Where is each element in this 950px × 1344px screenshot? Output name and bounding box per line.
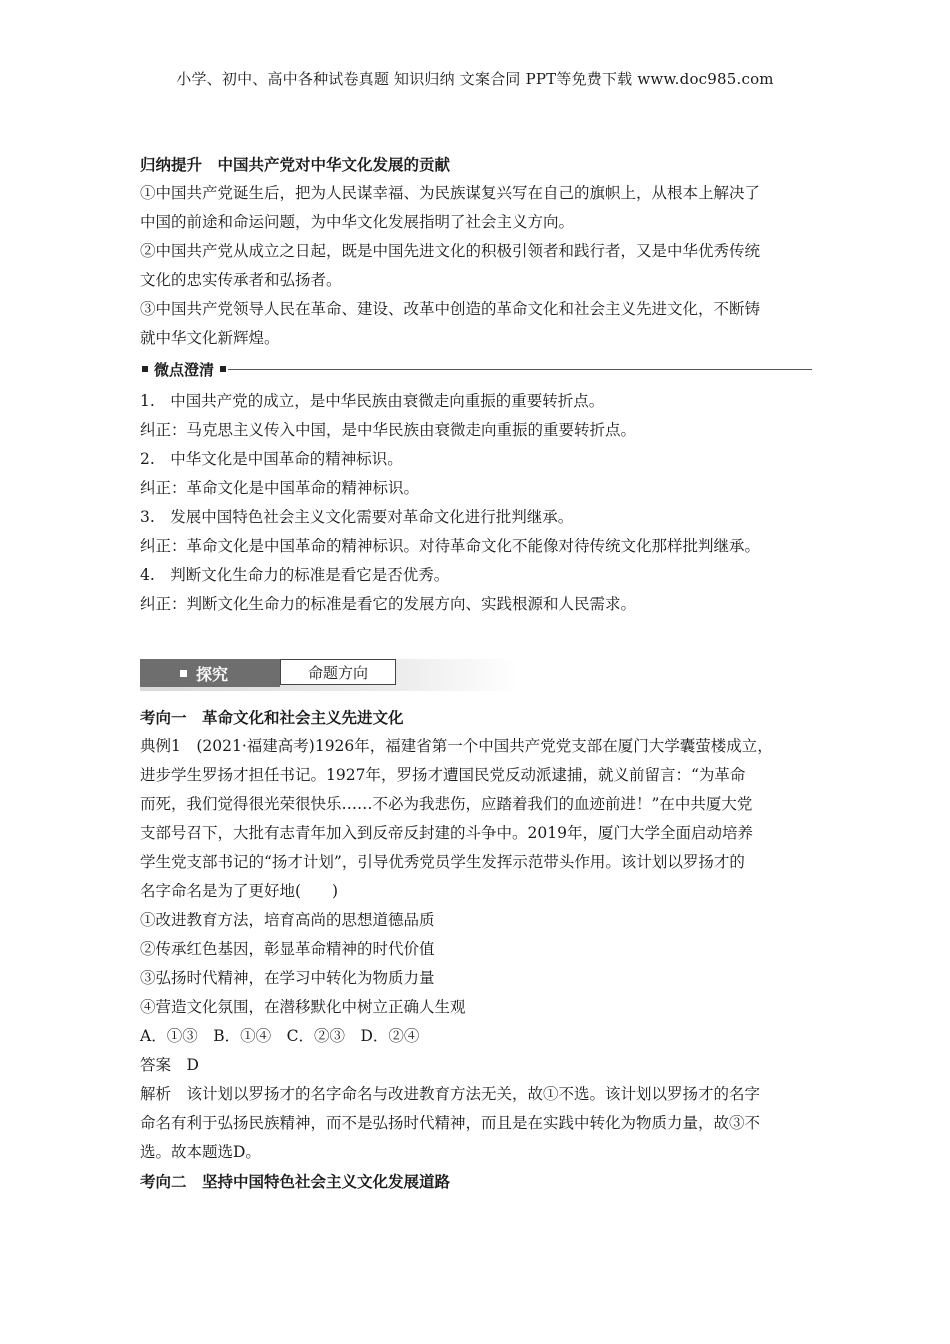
summary-line: ②中国共产党从成立之日起，既是中国先进文化的积极引领者和践行者，又是中华优秀传统: [140, 242, 761, 260]
question-line: 学生党支部书记的“扬才计划”，引导优秀党员学生发挥示范带头作用。该计划以罗扬才的: [140, 853, 745, 871]
question-line: 典例1 (2021·福建高考)1926年，福建省第一个中国共产党党支部在厦门大学囊萤楼成立，: [140, 737, 773, 755]
analysis-line: 命名有利于弘扬民族精神，而不是弘扬时代精神，而且是在实践中转化为物质力量，故③不: [140, 1114, 761, 1132]
choices-line: A．①③ B．①④ C．②③ D．②④: [140, 1027, 420, 1045]
summary-line: ①中国共产党诞生后，把为人民谋幸福、为民族谋复兴写在自己的旗帜上，从根本上解决了: [140, 184, 761, 202]
summary-line: 中国的前途和命运问题，为中华文化发展指明了社会主义方向。: [140, 213, 575, 231]
option-line: ④营造文化氛围，在潜移默化中树立正确人生观: [140, 998, 466, 1016]
summary-line: 就中华文化新辉煌。: [140, 329, 280, 347]
option-line: ②传承红色基因，彰显革命精神的时代价值: [140, 940, 435, 958]
explore-tab: 命题方向: [280, 659, 396, 685]
answer-line: 答案 D: [140, 1056, 199, 1074]
weidian-line: 4. 判断文化生命力的标准是看它是否优秀。: [140, 566, 450, 584]
weidian-header: [140, 355, 812, 383]
question-line: 而死，我们觉得很光荣很快乐……不必为我悲伤，应踏着我们的血迹前进！”在中共厦大党: [140, 795, 753, 813]
summary-line: 文化的忠实传承者和弘扬者。: [140, 271, 342, 289]
square-bullet-icon: [220, 366, 226, 372]
question-line: 支部号召下，大批有志青年加入到反帝反封建的斗争中。2019年，厦门大学全面启动培养: [140, 824, 753, 842]
weidian-line: 纠正：革命文化是中国革命的精神标识。对待革命文化不能像对待传统文化那样批判继承。: [140, 537, 761, 555]
explore-banner: [140, 659, 518, 691]
weidian-line: 1. 中国共产党的成立，是中华民族由衰微走向重振的重要转折点。: [140, 392, 605, 410]
option-line: ③弘扬时代精神，在学习中转化为物质力量: [140, 969, 435, 987]
square-bullet-icon: [180, 670, 187, 677]
divider: [228, 369, 812, 370]
question-line: 进步学生罗扬才担任书记。1927年，罗扬才遭国民党反动派逮捕，就义前留言：“为革命: [140, 766, 746, 784]
weidian-line: 纠正：判断文化生命力的标准是看它的发展方向、实践根源和人民需求。: [140, 595, 637, 613]
summary-title: 归纳提升 中国共产党对中华文化发展的贡献: [140, 155, 451, 174]
analysis-line: 选。故本题选D。: [140, 1143, 261, 1161]
document-body: [140, 150, 812, 1196]
option-line: ①改进教育方法，培育高尚的思想道德品质: [140, 911, 435, 929]
weidian-line: 2. 中华文化是中国革命的精神标识。: [140, 450, 403, 468]
weidian-line: 纠正：马克思主义传入中国，是中华民族由衰微走向重振的重要转折点。: [140, 421, 637, 439]
direction-title: 考向一 革命文化和社会主义先进文化: [140, 708, 404, 727]
exam-section: [140, 703, 812, 1196]
weidian-line: 纠正：革命文化是中国革命的精神标识。: [140, 479, 420, 497]
square-bullet-icon: [142, 366, 148, 372]
direction-title: 考向二 坚持中国特色社会主义文化发展道路: [140, 1172, 451, 1191]
question-line: 名字命名是为了更好地( ): [140, 882, 339, 900]
weidian-title: 微点澄清: [154, 360, 215, 379]
analysis-line: 解析 该计划以罗扬才的名字命名与改进教育方法无关，故①不选。该计划以罗扬才的名字: [140, 1085, 761, 1103]
explore-label: 探究: [196, 664, 229, 684]
weidian-line: 3. 发展中国特色社会主义文化需要对革命文化进行批判继承。: [140, 508, 574, 526]
summary-line: ③中国共产党领导人民在革命、建设、改革中创造的革命文化和社会主义先进文化，不断铸: [140, 300, 761, 318]
page-header: 小学、初中、高中各种试卷真题 知识归纳 文案合同 PPT等免费下载 www.doc985.com: [176, 70, 774, 88]
explore-label-box: [140, 659, 280, 687]
